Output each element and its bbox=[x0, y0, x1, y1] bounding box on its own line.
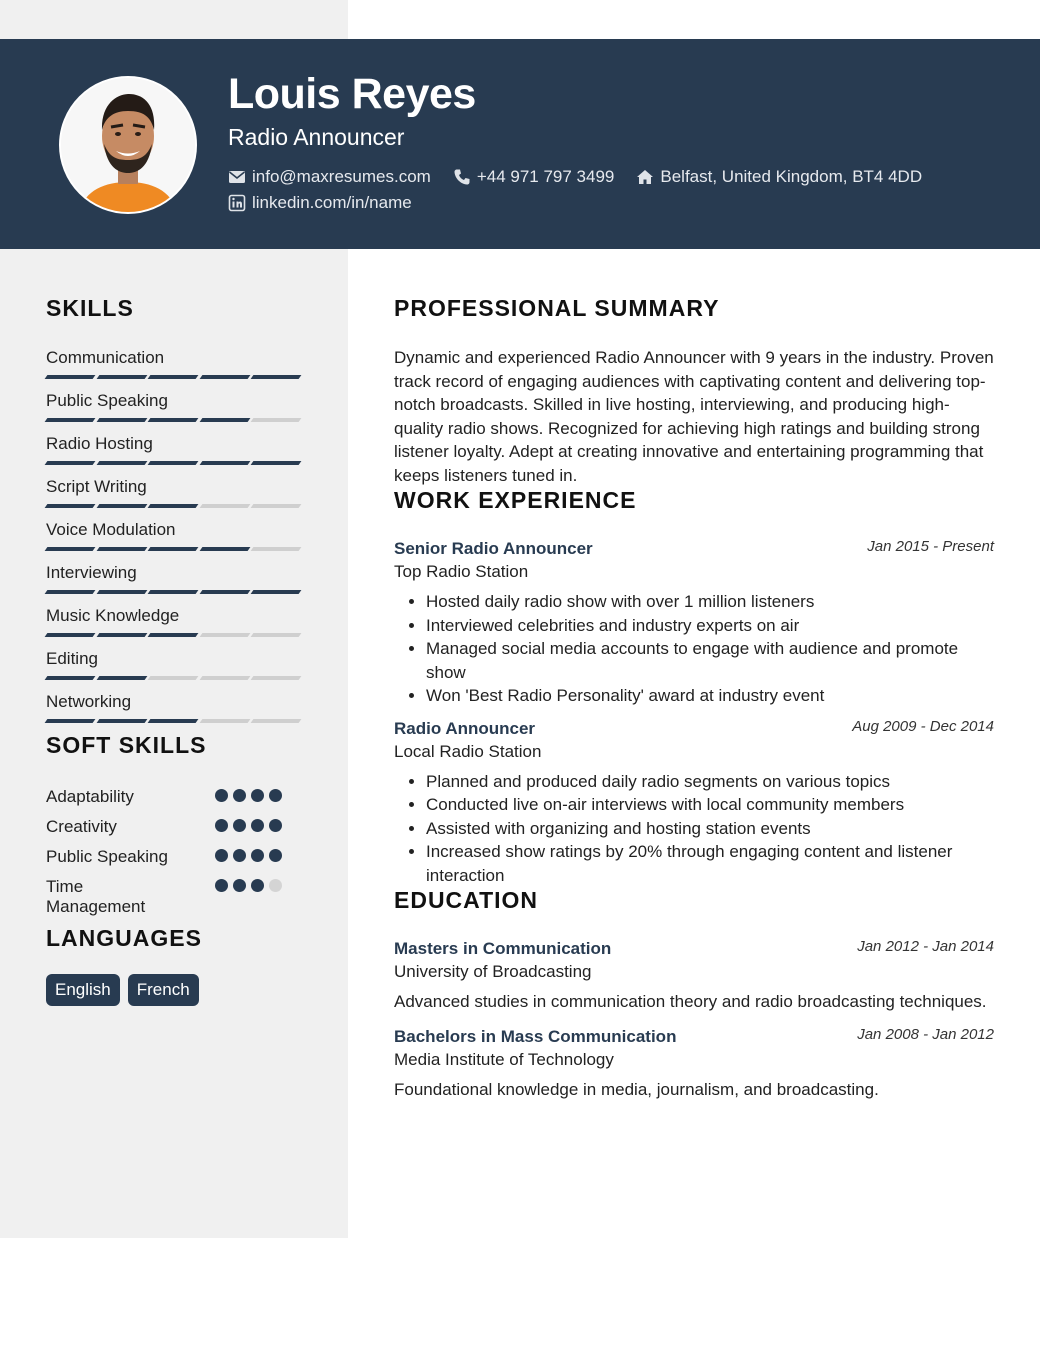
skill-level-segment bbox=[148, 676, 199, 680]
job-bullet: • Interviewed celebrities and industry experts on air bbox=[426, 614, 994, 638]
experience-entry bbox=[394, 718, 994, 888]
job-bullet: • Planned and produced daily radio segments on various topics bbox=[426, 770, 994, 794]
summary-text: Dynamic and experienced Radio Announcer with 9 years in the industry. Proven track record of engaging audiences with captivating content and delivering top-notch broadcasts. Skilled in live hosting, interviewing, and producing high-quality radio shows. Recognized for achieving high ratings and building strong listener loyalty. Adept at creating innovative and entertaining programming that keeps listeners tuned in. bbox=[394, 348, 994, 485]
skill-item bbox=[46, 477, 306, 520]
linkedin-icon bbox=[228, 194, 246, 212]
address-text: Belfast, United Kingdom, BT4 4DD bbox=[660, 167, 923, 186]
soft-skills-heading: SOFT SKILLS bbox=[46, 732, 207, 758]
job-bullet: • Increased show ratings by 20% through engaging content and listener interaction bbox=[426, 840, 994, 887]
skill-label: Music Knowledge bbox=[46, 606, 180, 625]
left-column bbox=[46, 295, 306, 1006]
skill-label: Networking bbox=[46, 692, 132, 711]
languages-list bbox=[46, 974, 306, 1006]
education-list bbox=[394, 938, 994, 1101]
skill-level-segment bbox=[45, 418, 96, 422]
skill-level-segment bbox=[45, 633, 96, 637]
skill-item bbox=[46, 391, 306, 434]
soft-skill-level-dot bbox=[251, 789, 264, 802]
experience-list bbox=[394, 538, 994, 887]
skill-level-segment bbox=[45, 461, 96, 465]
soft-skill-label: Time Management bbox=[46, 877, 146, 916]
skill-level-bars bbox=[46, 375, 306, 379]
envelope-icon bbox=[228, 168, 246, 186]
skill-level-segment bbox=[148, 461, 199, 465]
contact-address bbox=[636, 167, 922, 187]
skill-item bbox=[46, 348, 306, 391]
skill-level-bars bbox=[46, 590, 306, 594]
skill-level-segment bbox=[199, 633, 250, 637]
skill-level-segment bbox=[199, 418, 250, 422]
portrait-photo bbox=[61, 78, 195, 212]
avatar bbox=[59, 76, 197, 214]
contact-phone[interactable] bbox=[453, 167, 615, 187]
skill-level-segment bbox=[148, 504, 199, 508]
skill-label: Interviewing bbox=[46, 563, 137, 582]
email-text: info@maxresumes.com bbox=[252, 167, 431, 186]
skill-item bbox=[46, 434, 306, 477]
skill-level-segment bbox=[199, 676, 250, 680]
job-bullet: • Conducted live on-air interviews with local community members bbox=[426, 793, 994, 817]
skill-level-segment bbox=[96, 676, 147, 680]
skill-level-segment bbox=[251, 633, 302, 637]
skill-level-segment bbox=[251, 504, 302, 508]
language-badge: French bbox=[128, 974, 199, 1006]
language-badge: English bbox=[46, 974, 120, 1006]
skill-level-segment bbox=[199, 547, 250, 551]
skill-level-segment bbox=[199, 719, 250, 723]
skill-label: Voice Modulation bbox=[46, 520, 176, 539]
contact-linkedin[interactable] bbox=[228, 193, 412, 213]
skill-level-segment bbox=[96, 719, 147, 723]
job-dates: Aug 2009 - Dec 2014 bbox=[852, 717, 994, 735]
skill-item bbox=[46, 520, 306, 563]
skill-item bbox=[46, 692, 306, 735]
phone-icon bbox=[453, 168, 471, 186]
soft-skill-level-dot bbox=[269, 879, 282, 892]
skill-item bbox=[46, 606, 306, 649]
soft-skill-level-dot bbox=[251, 849, 264, 862]
soft-skill-level-dot bbox=[251, 819, 264, 832]
skill-item bbox=[46, 563, 306, 606]
education-entry bbox=[394, 938, 994, 1014]
contact-row bbox=[228, 167, 944, 187]
summary-heading: PROFESSIONAL SUMMARY bbox=[394, 295, 720, 321]
soft-skill-level-dot bbox=[215, 789, 228, 802]
soft-skill-item bbox=[46, 847, 306, 877]
resume-header bbox=[0, 39, 1040, 249]
skill-label: Public Speaking bbox=[46, 391, 168, 410]
skill-level-bars bbox=[46, 719, 306, 723]
skill-label: Script Writing bbox=[46, 477, 147, 496]
skill-level-segment bbox=[199, 590, 250, 594]
skills-heading: SKILLS bbox=[46, 295, 134, 321]
skill-level-segment bbox=[45, 676, 96, 680]
skill-label: Communication bbox=[46, 348, 165, 367]
soft-skill-level-dot bbox=[269, 789, 282, 802]
education-heading: EDUCATION bbox=[394, 887, 539, 913]
skill-level-segment bbox=[148, 375, 199, 379]
soft-skill-level-dot bbox=[269, 849, 282, 862]
candidate-title: Radio Announcer bbox=[228, 124, 405, 150]
skill-level-segment bbox=[251, 676, 302, 680]
skill-label: Editing bbox=[46, 649, 98, 668]
skill-level-segment bbox=[96, 461, 147, 465]
skills-list bbox=[46, 348, 306, 735]
soft-skills-list bbox=[46, 787, 306, 929]
soft-skill-level-dot bbox=[233, 819, 246, 832]
right-column bbox=[394, 295, 994, 1101]
job-bullet: • Assisted with organizing and hosting station events bbox=[426, 817, 994, 841]
job-bullets bbox=[394, 590, 994, 708]
soft-skill-level-dots bbox=[215, 879, 287, 892]
skill-level-segment bbox=[96, 633, 147, 637]
education-dates: Jan 2008 - Jan 2012 bbox=[857, 1025, 994, 1043]
education-description: Advanced studies in communication theory and radio broadcasting techniques. bbox=[394, 992, 987, 1011]
job-bullets bbox=[394, 770, 994, 888]
skill-level-bars bbox=[46, 418, 306, 422]
skill-level-bars bbox=[46, 676, 306, 680]
experience-heading: WORK EXPERIENCE bbox=[394, 487, 637, 513]
job-bullet: • Hosted daily radio show with over 1 million listeners bbox=[426, 590, 994, 614]
skill-level-segment bbox=[45, 547, 96, 551]
contact-email[interactable] bbox=[228, 167, 431, 187]
skill-level-segment bbox=[199, 375, 250, 379]
skill-level-bars bbox=[46, 504, 306, 508]
job-dates: Jan 2015 - Present bbox=[867, 538, 994, 555]
soft-skill-level-dot bbox=[215, 819, 228, 832]
skill-level-segment bbox=[251, 461, 302, 465]
degree-title: Bachelors in Mass Communication bbox=[394, 1026, 677, 1046]
soft-skill-level-dots bbox=[215, 819, 287, 832]
soft-skill-level-dot bbox=[215, 849, 228, 862]
soft-skill-level-dot bbox=[215, 879, 228, 892]
skill-level-segment bbox=[96, 547, 147, 551]
soft-skill-level-dot bbox=[233, 849, 246, 862]
skill-level-segment bbox=[148, 590, 199, 594]
soft-skill-level-dots bbox=[215, 789, 287, 802]
skill-level-segment bbox=[45, 375, 96, 379]
skill-level-segment bbox=[148, 633, 199, 637]
education-dates: Jan 2012 - Jan 2014 bbox=[857, 938, 994, 955]
skill-level-segment bbox=[148, 547, 199, 551]
experience-entry bbox=[394, 538, 994, 708]
skill-level-segment bbox=[148, 418, 199, 422]
skill-level-segment bbox=[45, 504, 96, 508]
soft-skill-item bbox=[46, 817, 306, 847]
soft-skill-label: Public Speaking bbox=[46, 847, 168, 866]
soft-skill-level-dot bbox=[251, 879, 264, 892]
soft-skill-label: Creativity bbox=[46, 817, 117, 836]
education-entry bbox=[394, 1026, 994, 1102]
job-title: Radio Announcer bbox=[394, 718, 536, 738]
skill-level-segment bbox=[45, 719, 96, 723]
skill-label: Radio Hosting bbox=[46, 434, 153, 453]
soft-skill-level-dot bbox=[233, 879, 246, 892]
skill-level-segment bbox=[251, 547, 302, 551]
skill-level-segment bbox=[45, 590, 96, 594]
skill-level-segment bbox=[251, 375, 302, 379]
soft-skill-item bbox=[46, 787, 306, 817]
skill-level-segment bbox=[251, 418, 302, 422]
job-bullet: • Managed social media accounts to engage with audience and promote show bbox=[426, 637, 994, 684]
skill-level-segment bbox=[96, 590, 147, 594]
skill-level-bars bbox=[46, 461, 306, 465]
candidate-name: Louis Reyes bbox=[228, 70, 476, 118]
soft-skill-level-dot bbox=[269, 819, 282, 832]
degree-title: Masters in Communication bbox=[394, 939, 612, 958]
skill-level-segment bbox=[199, 461, 250, 465]
contact-row-2 bbox=[228, 193, 434, 213]
company-name: Local Radio Station bbox=[394, 741, 542, 761]
soft-skill-label: Adaptability bbox=[46, 787, 134, 806]
languages-heading: LANGUAGES bbox=[46, 925, 202, 951]
skill-item bbox=[46, 649, 306, 692]
school-name: University of Broadcasting bbox=[394, 962, 592, 981]
soft-skill-level-dot bbox=[233, 789, 246, 802]
home-icon bbox=[636, 168, 654, 186]
soft-skill-level-dots bbox=[215, 849, 287, 862]
skill-level-segment bbox=[96, 375, 147, 379]
skill-level-segment bbox=[96, 418, 147, 422]
job-title: Senior Radio Announcer bbox=[394, 539, 593, 558]
skill-level-segment bbox=[199, 504, 250, 508]
education-description: Foundational knowledge in media, journalism, and broadcasting. bbox=[394, 1079, 879, 1099]
phone-text: +44 971 797 3499 bbox=[476, 167, 615, 186]
company-name: Top Radio Station bbox=[394, 562, 529, 581]
linkedin-text: linkedin.com/in/name bbox=[252, 193, 412, 212]
skill-level-segment bbox=[251, 590, 302, 594]
skill-level-bars bbox=[46, 633, 306, 637]
school-name: Media Institute of Technology bbox=[394, 1049, 614, 1069]
soft-skill-item bbox=[46, 877, 306, 929]
skill-level-segment bbox=[148, 719, 199, 723]
skill-level-bars bbox=[46, 547, 306, 551]
skill-level-segment bbox=[96, 504, 147, 508]
skill-level-segment bbox=[251, 719, 302, 723]
job-bullet: • Won 'Best Radio Personality' award at industry event bbox=[426, 684, 994, 708]
